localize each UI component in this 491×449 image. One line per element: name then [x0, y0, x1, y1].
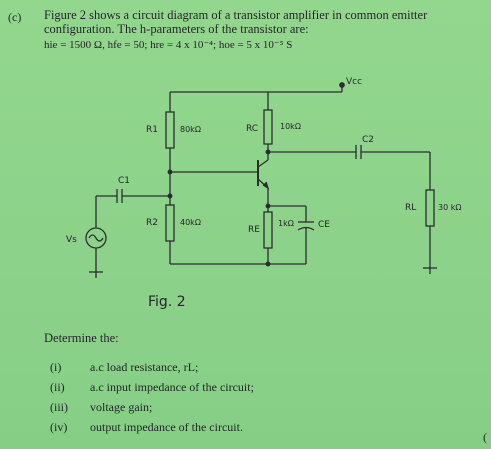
figure-caption: Fig. 2: [148, 294, 186, 310]
sub-question-text: voltage gain;: [90, 400, 153, 414]
re-name: RE: [248, 225, 260, 235]
sub-question-number: (iv): [50, 420, 68, 434]
sub-question-number: (i): [50, 360, 62, 374]
r2-resistor: [166, 205, 174, 241]
sub-question-text: a.c input impedance of the circuit;: [90, 380, 254, 394]
intro-line-2: configuration. The h-parameters of the transistor are:: [44, 22, 309, 36]
re-resistor: [264, 212, 272, 248]
intro-line-1: Figure 2 shows a circuit diagram of a transistor amplifier in common emitter: [44, 8, 428, 22]
rl-name: RL: [405, 203, 417, 213]
transistor-collector: [258, 160, 268, 167]
edge-mark: (: [483, 430, 487, 444]
r1-name: R1: [146, 125, 158, 135]
determine-heading: Determine the:: [44, 331, 119, 345]
sub-question-text: a.c load resistance, rL;: [90, 360, 199, 374]
r1-resistor: [166, 112, 174, 148]
c1-label: C1: [118, 176, 131, 186]
emitter-arrow: [263, 182, 268, 188]
vcc-label: Vcc: [346, 77, 363, 87]
r2-name: R2: [146, 218, 158, 228]
vs-label: Vs: [66, 235, 77, 245]
rl-resistor: [426, 190, 434, 226]
question-number: (c): [8, 10, 22, 24]
rc-name: RC: [246, 124, 259, 134]
c2-label: C2: [362, 135, 375, 145]
ce-label: CE: [318, 220, 330, 230]
sub-question-text: output impedance of the circuit.: [90, 420, 243, 434]
sub-question-number: (iii): [50, 400, 68, 414]
h-parameters: hie = 1500 Ω, hfe = 50; hre = 4 x 10⁻⁴; hoe = 5 x 10⁻⁵ S: [44, 39, 293, 51]
r1-value: 80kΩ: [180, 125, 201, 134]
ac-source-wave: [89, 235, 103, 241]
rc-value: 10kΩ: [280, 122, 301, 131]
rc-resistor: [264, 110, 272, 144]
sub-question-number: (ii): [50, 380, 65, 394]
r2-value: 40kΩ: [180, 218, 201, 227]
re-value: 1kΩ: [278, 219, 294, 228]
rl-value: 30 kΩ: [438, 203, 462, 212]
